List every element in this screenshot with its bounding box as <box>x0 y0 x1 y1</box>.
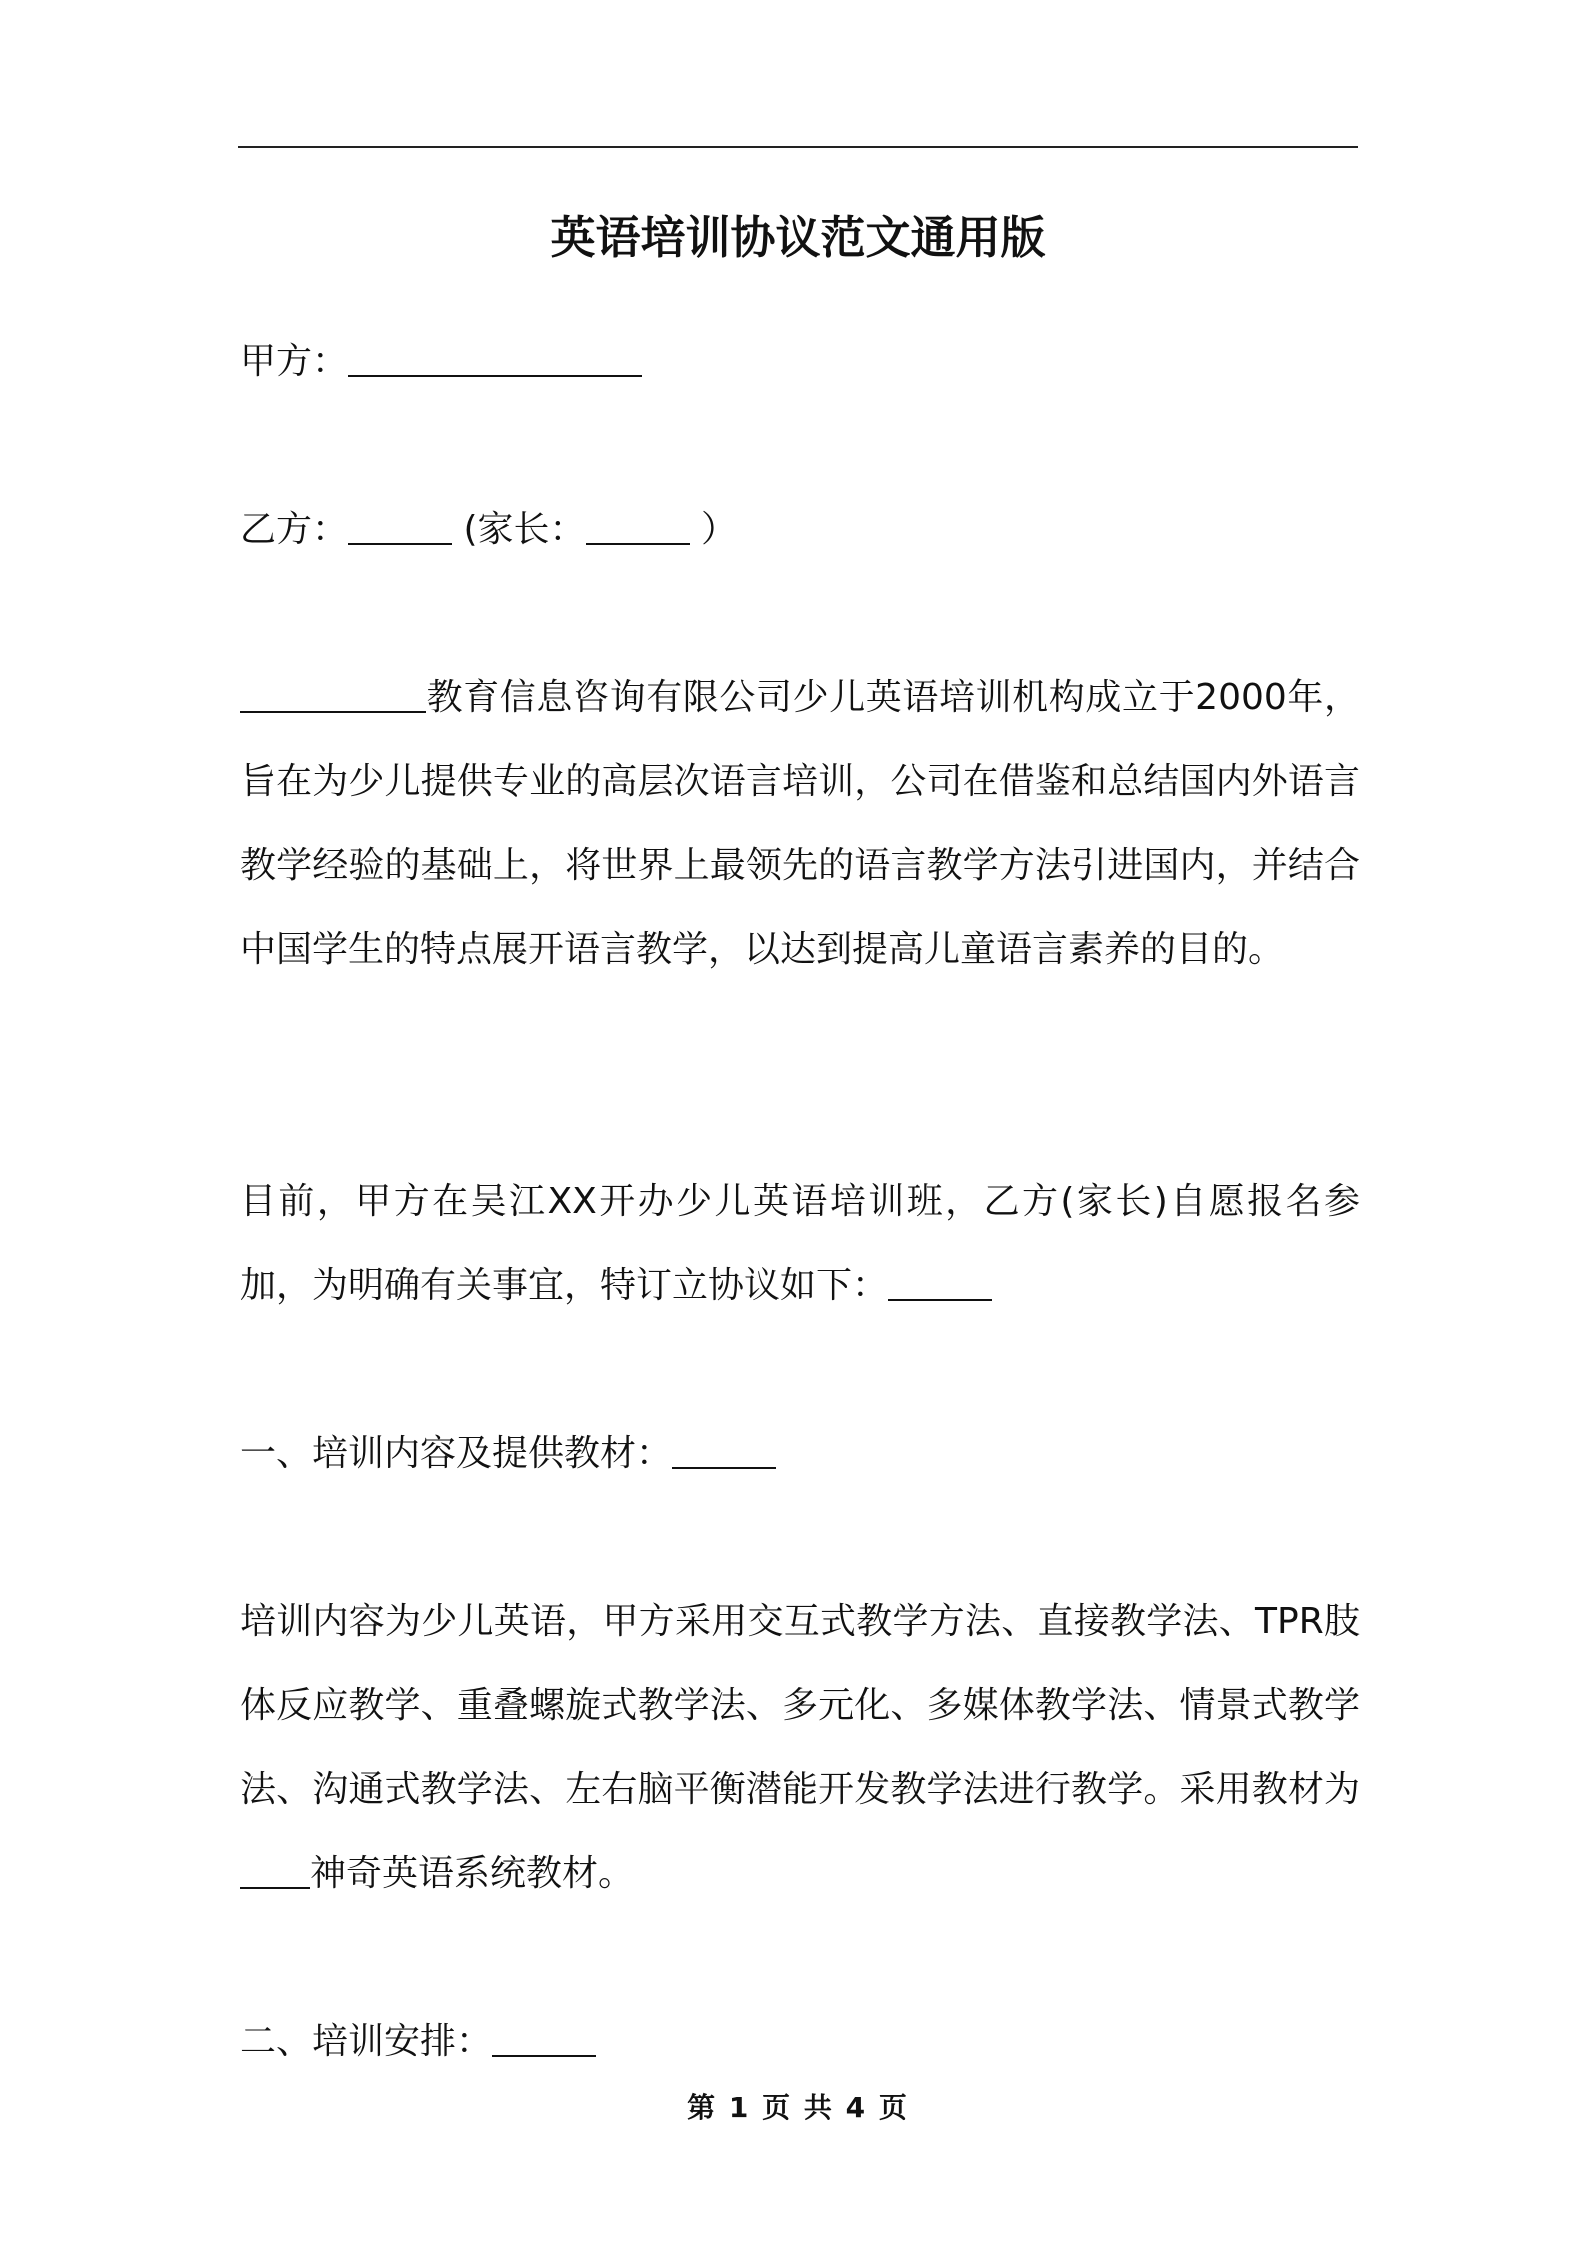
section1-heading-line <box>240 1412 1360 1496</box>
purpose-blank <box>888 1259 992 1301</box>
intro-paragraph <box>240 656 1360 992</box>
purpose-text: 目前，甲方在吴江XX开办少儿英语培训班，乙方(家长)自愿报名参加，为明确有关事宜，特订立协议如下： <box>240 1181 1360 1306</box>
party-b-line <box>240 488 1360 572</box>
party-b-parent-label: (家长： <box>463 509 586 550</box>
document-title: 英语培训协议范文通用版 <box>550 211 1046 264</box>
party-b-parent-close: ） <box>700 509 737 550</box>
purpose-paragraph <box>240 1160 1360 1328</box>
party-a-blank <box>348 335 642 377</box>
section1-body <box>240 1580 1360 1916</box>
company-name-blank <box>240 671 426 713</box>
intro-text: 教育信息咨询有限公司少儿英语培训机构成立于2000年，旨在为少儿提供专业的高层次语言培训，公司在借鉴和总结国内外语言教学经验的基础上，将世界上最领先的语言教学方法引进国内，并结合中国学生的特点展开语言教学，以达到提高儿童语言素养的目的。 <box>240 677 1360 970</box>
section2-heading-line <box>240 2000 1360 2084</box>
party-b-parent-blank <box>586 503 690 545</box>
header-rule <box>238 146 1358 148</box>
section1-body-text-end: 神奇英语系统教材。 <box>310 1853 635 1894</box>
party-a-label: 甲方： <box>240 341 349 382</box>
textbook-blank <box>240 1847 310 1889</box>
party-b-label: 乙方： <box>240 509 349 550</box>
party-a-line <box>240 320 1360 404</box>
section1-body-text: 培训内容为少儿英语，甲方采用交互式教学方法、直接教学法、TPR肢体反应教学、重叠螺旋式教学法、多元化、多媒体教学法、情景式教学法、沟通式教学法、左右脑平衡潜能开发教学法进行教学。采用教材为 <box>240 1601 1360 1810</box>
page-number: 第 1 页 共 4 页 <box>687 2091 909 2124</box>
section1-heading-blank <box>672 1427 776 1469</box>
section1-heading: 一、培训内容及提供教材： <box>240 1433 673 1474</box>
section2-heading-blank <box>492 2015 596 2057</box>
section2-heading: 二、培训安排： <box>240 2021 493 2062</box>
party-b-blank <box>348 503 452 545</box>
